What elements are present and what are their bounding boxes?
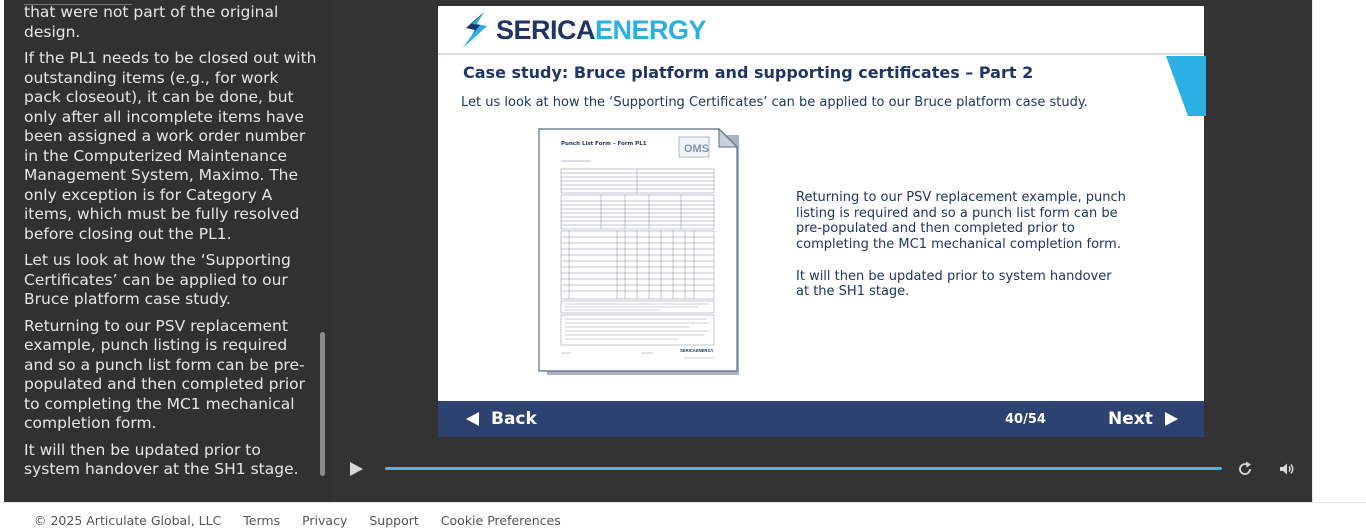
volume-icon[interactable] bbox=[1278, 460, 1296, 478]
form-footer-logo: SERICAENERGY bbox=[680, 348, 714, 353]
transcript-paragraph: that were not part of the original design. bbox=[24, 3, 279, 41]
playback-controls bbox=[332, 452, 1312, 488]
slide-title: Case study: Bruce platform and supporting certificates – Part 2 bbox=[463, 63, 1034, 82]
transcript-paragraph: It will then be updated prior to system handover at the SH1 stage. bbox=[24, 440, 299, 478]
slide-body-paragraph-2: It will then be updated prior to system handover at the SH1 stage. bbox=[796, 268, 1112, 300]
form-badge: OMS bbox=[684, 143, 710, 155]
next-button-label: Next bbox=[1108, 409, 1153, 429]
slide-navigation-bar bbox=[438, 401, 1204, 437]
header-divider bbox=[438, 53, 1204, 55]
page-footer bbox=[0, 502, 1366, 528]
player-frame bbox=[332, 0, 1312, 502]
footer-link-privacy[interactable]: Privacy bbox=[302, 513, 348, 528]
footer-link-cookie-preferences[interactable]: Cookie Preferences bbox=[440, 513, 561, 528]
progress-bar[interactable] bbox=[385, 467, 1222, 470]
corner-accent-shape bbox=[1166, 54, 1206, 116]
logo-text-energy: ENERGY bbox=[595, 14, 707, 45]
slide-intro-text: Let us look at how the ‘Supporting Certificates’ can be applied to our Bruce platform case study. bbox=[461, 95, 1088, 110]
transcript-scrollbar[interactable] bbox=[320, 332, 325, 476]
slide-canvas bbox=[438, 6, 1204, 437]
serica-logo-icon bbox=[460, 11, 492, 49]
footer-link-terms[interactable]: Terms bbox=[243, 513, 281, 528]
slide-body-paragraph-1: Returning to our PSV replacement example, punch listing is required and so a punch list form can be pre-populated and then completed prior to completing the MC1 mechanical completion form. bbox=[796, 190, 1126, 253]
logo-wordmark bbox=[496, 15, 706, 46]
transcript-paragraph: Let us look at how the ‘Supporting Certificates’ can be applied to our Bruce platform case study. bbox=[24, 251, 291, 308]
transcript-paragraph: If the PL1 needs to be closed out with outstanding items (e.g., for work pack closeout), it can be done, but only after all incomplete items have been assigned a work order number in the Computerized Maintenance Management System, Maximo. The only exception is for Category A items, which must be fully resolved before closing out the PL1. bbox=[24, 49, 317, 243]
back-arrow-icon bbox=[466, 412, 479, 426]
play-icon[interactable] bbox=[350, 462, 363, 476]
transcript-text bbox=[24, 3, 320, 487]
next-arrow-icon bbox=[1165, 412, 1178, 426]
transcript-sidebar bbox=[4, 0, 332, 502]
serica-energy-logo bbox=[460, 10, 706, 50]
logo-text-serica: SERICA bbox=[496, 14, 596, 45]
page-scrollbar[interactable] bbox=[1312, 0, 1366, 502]
slide-body-text bbox=[796, 190, 1126, 316]
transcript-paragraph: Returning to our PSV replacement example, punch listing is required and so a punch list form can be pre-populated and then completed prior to completing the MC1 mechanical completion form. bbox=[24, 316, 305, 432]
footer-copyright: © 2025 Articulate Global, LLC bbox=[34, 513, 222, 528]
back-button-label: Back bbox=[491, 409, 537, 429]
footer-link-support[interactable]: Support bbox=[369, 513, 419, 528]
next-button[interactable] bbox=[1108, 401, 1178, 437]
punch-list-form-image bbox=[539, 129, 743, 375]
replay-icon[interactable] bbox=[1236, 460, 1254, 478]
form-heading: Punch List Form – Form PL1 bbox=[561, 141, 647, 147]
slide-counter: 40/54 bbox=[1005, 411, 1046, 427]
back-button[interactable] bbox=[466, 401, 537, 437]
